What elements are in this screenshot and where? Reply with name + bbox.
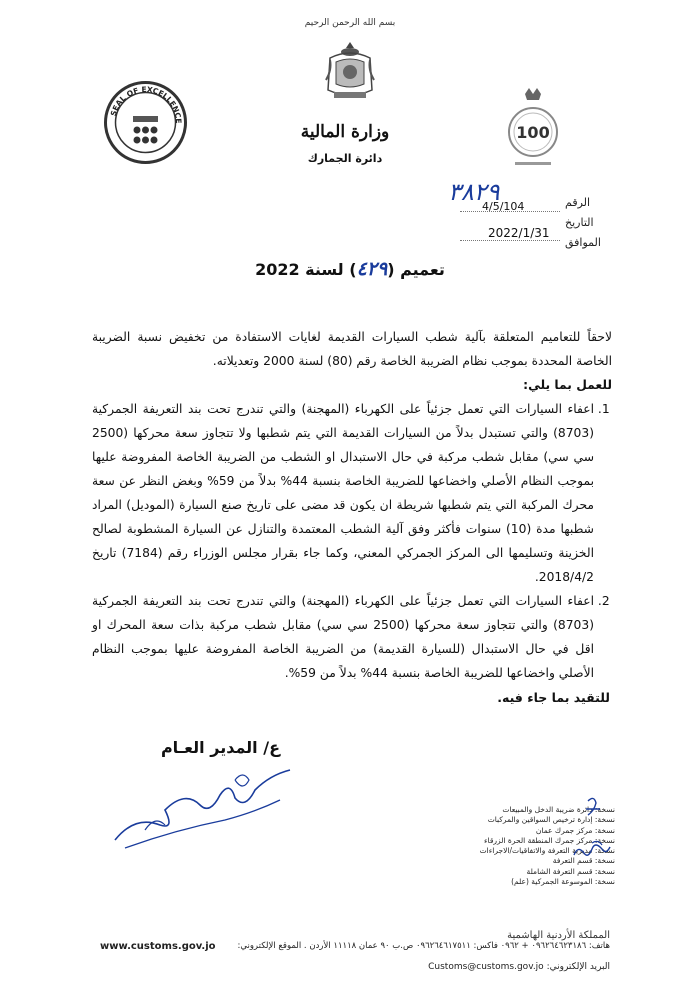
- crown-centenary-icon: [503, 88, 563, 170]
- handwritten-annotation-icon: [566, 795, 616, 875]
- corresponding-date-label: الموافق: [565, 236, 601, 249]
- list-item: 1. اعفاء السيارات التي تعمل جزئياً على الكهرباء (المهجنة) والتي تندرج تحت بند التعريفة الجمركية (8703) والتي تستبدل بدلاً من السيارات القديمة التي يتم شطبها ولا تتجاوز سعة محركها (2500 سي سي) مقابل شطب مركبة في حال الاستبدال او الشطب من الضريبة الخاصة المفروضة عليها بموجب النظام الأصلي واخضاعها للضريبة الخاصة بنسبة 44% بدلاً من 59% وبغض النظر عن سعة محرك المركبة التي يتم شطبها شريطة ان يكون قد مضى على تاريخ صنع السيارة (الموديل) المراد شطبها مدة (10) سنوات فأكثر وفق آلية الشطب المعتمدة والتنازل عن السيارة المشطوبة لصالح الخزينة وتسليمها الى المركز الجمركي المعني، وكما جاء بقرار مجلس الوزراء رقم (7184) تاريخ 2018/4/2.: [92, 397, 594, 589]
- date-value: 2022/1/31: [488, 226, 550, 240]
- intro-paragraph: لاحقاً للتعاميم المتعلقة بآلية شطب السيارات القديمة لغايات الاستفادة من تخفيض نسبة الضريبة الخاصة المحددة بموجب نظام الضريبة الخاصة رقم (80) لسنة 2000 وتعديلاته.: [92, 330, 612, 368]
- seal-icon: [103, 80, 188, 165]
- footer-email: [280, 962, 610, 972]
- copy-item: نسخة: إدارة ترخيص السواقين والمركبات: [487, 815, 615, 825]
- copy-item: نسخة: قسم التعرفة: [552, 856, 615, 866]
- centenary-number: 100: [516, 123, 550, 142]
- seal-of-excellence-logo: [103, 80, 188, 165]
- footer-website-link[interactable]: www.customs.gov.jo: [100, 941, 216, 952]
- copy-item: نسخة: مديرية التعرفة والاتفاقيات/الاجراءات: [479, 846, 615, 856]
- ministry-name: وزارة المالية: [300, 122, 390, 142]
- copy-item: نسخة: قسم التعرفة الشاملة: [526, 866, 615, 876]
- reference-number-label: الرقم: [565, 196, 591, 209]
- reference-number-value: 4/5/104: [482, 200, 525, 213]
- coat-of-arms-icon: [322, 40, 378, 102]
- signatory-title: ع/ المدير العـام: [160, 738, 280, 757]
- department-name: دائرة الجمارك: [307, 152, 383, 165]
- footer-kingdom-name: المملكة الأردنية الهاشمية: [507, 930, 610, 941]
- instruction-line: للعمل بما يلي:: [523, 378, 612, 392]
- circular-title-suffix: ) لسنة 2022: [255, 260, 357, 279]
- footer-email-link[interactable]: Customs@customs.gov.jo: [428, 962, 544, 972]
- closing-line: للتقيد بما جاء فيه.: [497, 690, 610, 705]
- handwritten-reference-number: ٣٨٢٩: [448, 178, 500, 206]
- circular-number-handwritten: ٤٢٩: [356, 258, 388, 280]
- circular-title-prefix: تعميم (: [387, 260, 445, 279]
- copy-item: نسخة: الموسوعة الجمركية (علم): [511, 877, 615, 887]
- copy-item: نسخة: مركز جمرك المنطقة الحرة الزرقاء: [484, 835, 615, 845]
- date-label: التاريخ: [565, 216, 594, 229]
- copy-item: نسخة: مركز جمرك عمان: [535, 825, 615, 835]
- seal-text: SEAL OF EXCELLENCE: [108, 84, 184, 124]
- circular-body: [92, 325, 612, 685]
- circular-title: [150, 258, 550, 280]
- footer-email-label: البريد الإلكتروني:: [546, 962, 610, 972]
- list-item: 2. اعفاء السيارات التي تعمل جزئياً على الكهرباء (المهجنة) والتي تندرج تحت بند التعريفة الجمركية (8703) والتي تتجاوز سعة محركها (2500 سي سي) مقابل شطب مركبة بذات سعة المحرك او اقل في حال الاستبدال (للسيارة القديمة) من الضريبة الخاصة المفروضة عليها بموجب النظام الأصلي واخضاعها للضريبة الخاصة بنسبة 44% بدلاً من 59%.: [92, 589, 594, 685]
- items-list: [92, 397, 612, 685]
- footer-contact-info: هاتف: ٠٩٦٢٦٤٦٢٣١٨٦ + ٠٩٦٢ فاكس: ٠٩٦٢٦٤٦١٧٥١١ ص.ب ٩٠ عمان ١١١١٨ الأردن . الموقع الإلكتروني:: [237, 941, 610, 951]
- copy-item: نسخة: دائرة ضريبة الدخل والمبيعات: [502, 805, 615, 814]
- date-line: [460, 240, 560, 241]
- handwritten-signature-icon: [105, 760, 295, 855]
- basmala-text: بسم الله الرحمن الرحيم: [304, 18, 396, 28]
- centenary-logo: [503, 88, 563, 170]
